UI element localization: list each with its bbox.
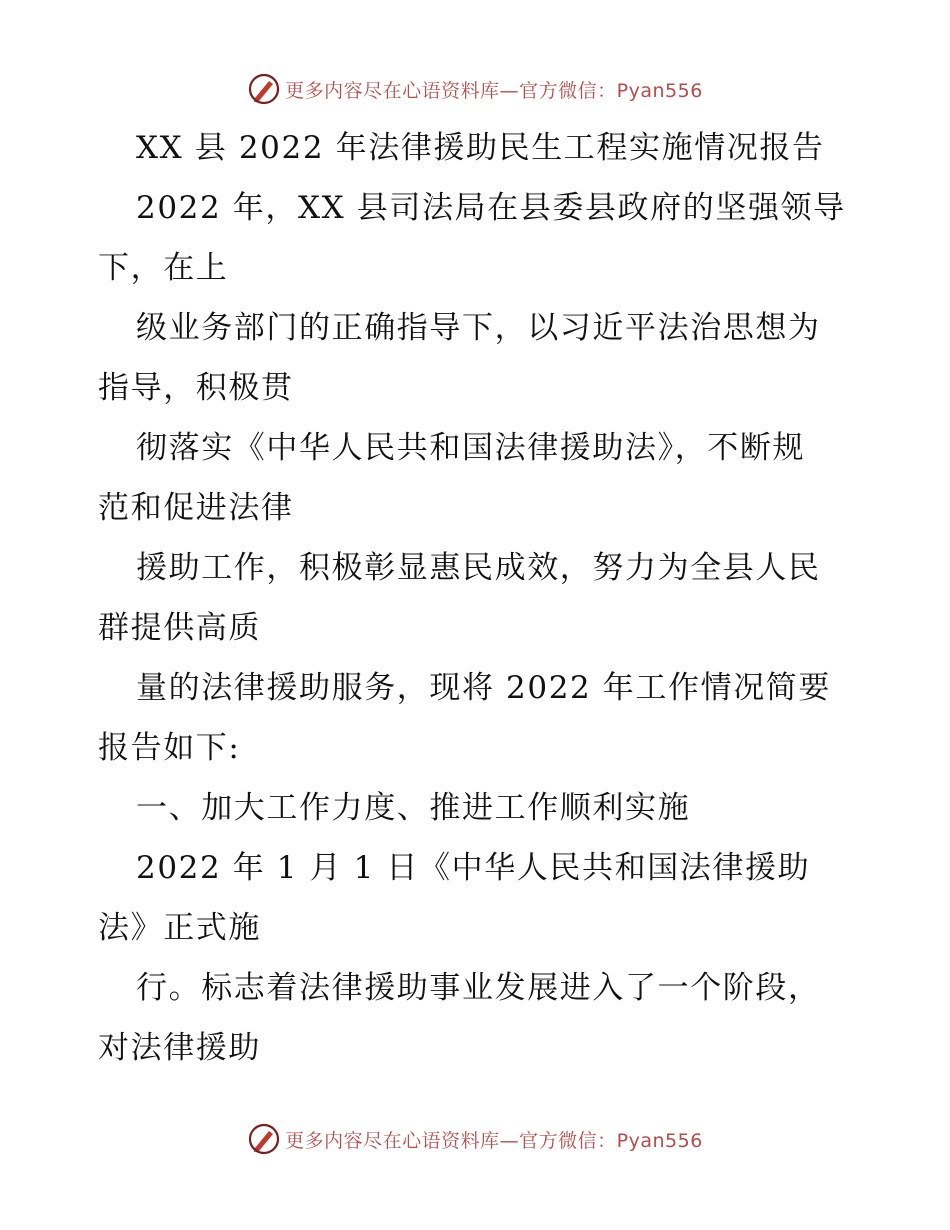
banner-text: 更多内容尽在心语资料库—官方微信：Pyan556 xyxy=(285,1129,703,1152)
text-line: 行。标志着法律援助事业发展进入了一个阶段， xyxy=(136,970,821,1006)
text-line: 范和促进法律 xyxy=(98,490,294,526)
wechat-id: Pyan556 xyxy=(616,1129,703,1152)
text-line: 法》正式施 xyxy=(98,910,261,946)
text-line: 级业务部门的正确指导下，以习近平法治思想为 xyxy=(136,310,821,346)
document-body xyxy=(98,118,858,1078)
text-line: 一、加大工作力度、推进工作顺利实施 xyxy=(136,790,691,826)
text-line: 2022 年，XX 县司法局在县委县政府的坚强领导 xyxy=(136,190,846,226)
wechat-id: Pyan556 xyxy=(616,79,703,102)
text-line: 报告如下: xyxy=(98,730,241,766)
text-line: XX 县 2022 年法律援助民生工程实施情况报告 xyxy=(136,130,825,166)
text-line: 群提供高质 xyxy=(98,610,261,646)
text-line: 援助工作，积极彰显惠民成效，努力为全县人民 xyxy=(136,550,821,586)
pen-logo-icon xyxy=(247,1122,281,1156)
text-line: 对法律援助 xyxy=(98,1030,261,1066)
pen-logo-icon xyxy=(247,72,281,106)
text-line: 彻落实《中华人民共和国法律援助法》，不断规 xyxy=(136,430,806,466)
text-line: 指导，积极贯 xyxy=(98,370,294,406)
text-line: 量的法律援助服务，现将 2022 年工作情况简要 xyxy=(136,670,831,706)
banner-text: 更多内容尽在心语资料库—官方微信：Pyan556 xyxy=(285,79,703,102)
text-line: 2022 年 1 月 1 日《中华人民共和国法律援助 xyxy=(136,850,811,886)
footer-banner xyxy=(0,1122,950,1156)
header-banner xyxy=(0,72,950,106)
text-line: 下，在上 xyxy=(98,250,229,286)
